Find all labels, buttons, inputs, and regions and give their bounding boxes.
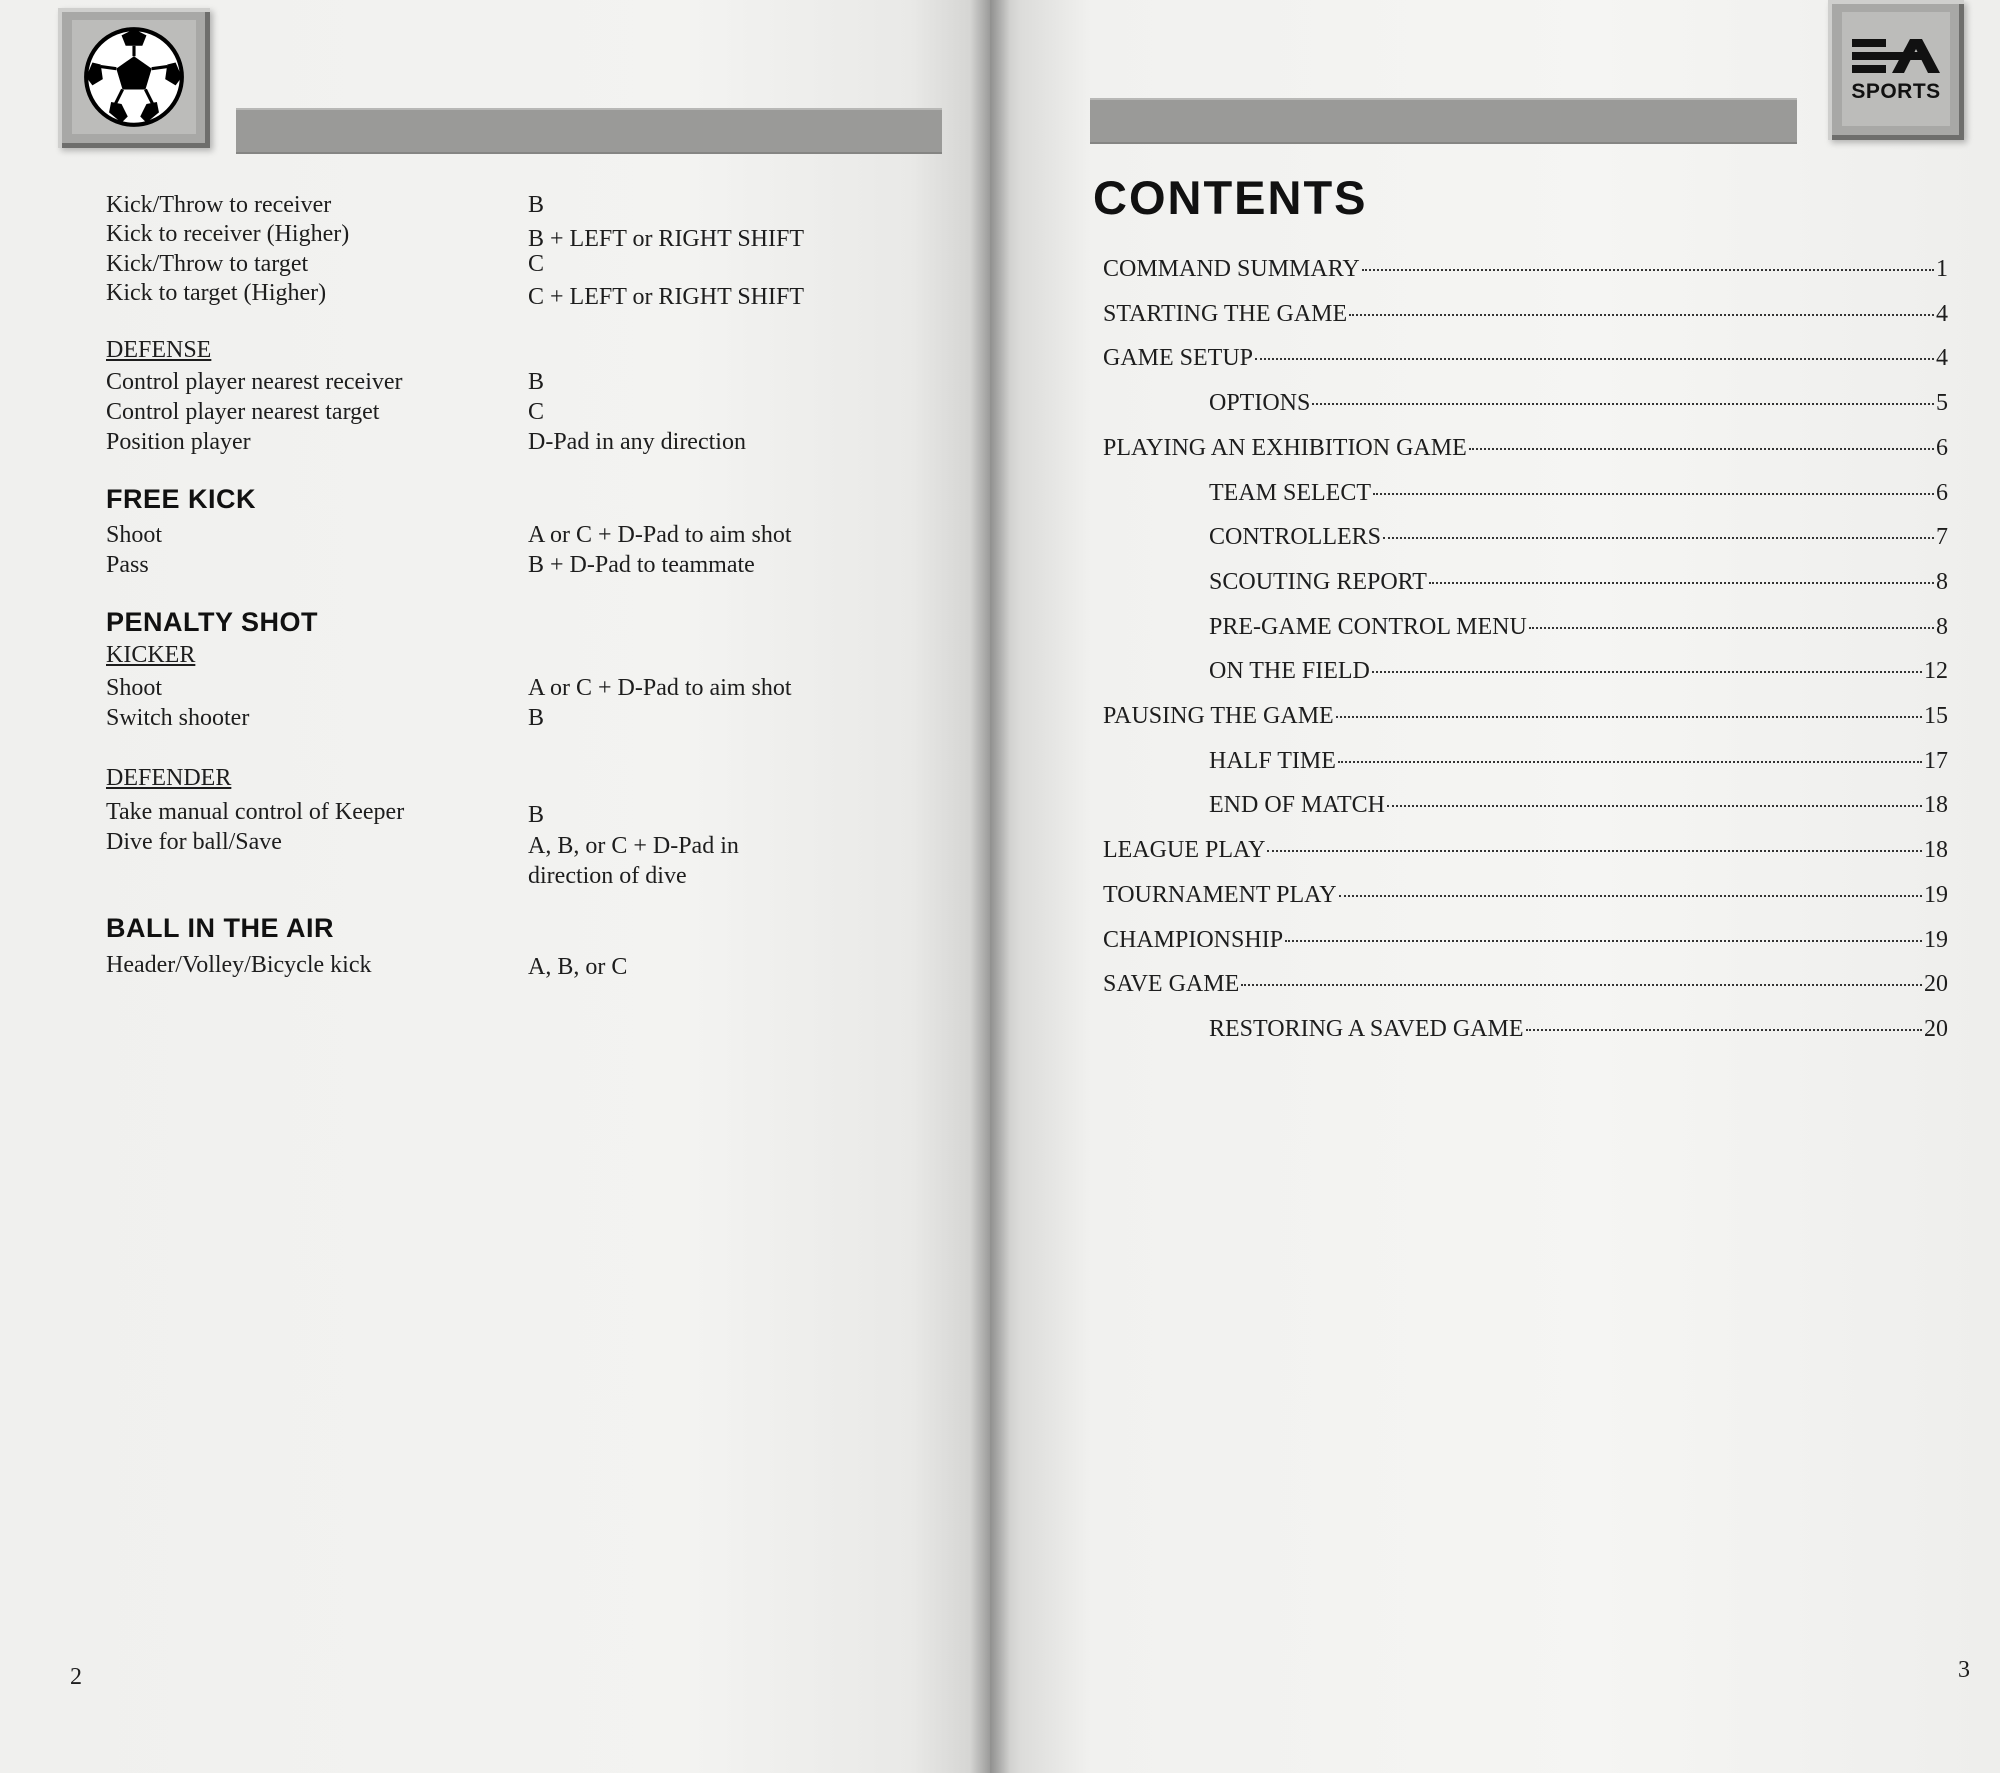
command-label: Header/Volley/Bicycle kick [106,952,372,978]
toc-entry-label: END OF MATCH [1209,792,1386,819]
section-subheading: DEFENSE [106,337,212,363]
toc-entry-label: CONTROLLERS [1209,524,1382,551]
command-label: Shoot [106,522,163,548]
toc-leader-dots [1529,627,1934,629]
toc-entry-label: OPTIONS [1209,390,1311,417]
toc-leader-dots [1526,1029,1923,1031]
command-label: Shoot [106,675,163,701]
toc-entry-page: 4 [1936,345,1948,372]
command-label: Control player nearest target [106,399,380,425]
toc-leader-dots [1241,984,1922,986]
command-label: Kick to target (Higher) [106,280,327,306]
toc-entry-page: 8 [1936,613,1948,640]
toc-entry [1103,971,1948,1003]
command-value: D-Pad in any direction [528,429,746,455]
toc-leader-dots [1336,716,1922,718]
section-heading: PENALTY SHOT [106,607,319,637]
command-label: Switch shooter [106,705,250,731]
command-value: A, B, or C + D-Pad in [528,833,739,859]
toc-leader-dots [1362,269,1934,271]
command-value: A, B, or C [528,954,628,980]
toc-entry-page: 5 [1936,390,1948,417]
toc-entry-page: 20 [1924,971,1948,998]
command-label: Kick/Throw to target [106,251,309,277]
toc-leader-dots [1339,895,1922,897]
toc-entry-page: 6 [1936,434,1948,461]
toc-entry-page: 17 [1924,747,1948,774]
toc-entry-label: PAUSING THE GAME [1103,703,1334,729]
toc-leader-dots [1387,805,1922,807]
section-subheading: DEFENDER [106,765,232,791]
toc-entry [1209,390,1948,422]
toc-entry-label: GAME SETUP [1103,345,1254,372]
toc-entry-page: 19 [1924,926,1948,953]
command-value: B + D-Pad to teammate [528,552,755,578]
toc-entry [1103,256,1948,288]
command-label: Kick/Throw to receiver [106,192,332,218]
toc-entry-page: 20 [1924,1015,1948,1042]
toc-entry-label: SAVE GAME [1103,971,1240,998]
toc-entry [1209,524,1948,556]
left-page [0,0,990,1773]
toc-entry [1209,569,1948,601]
page-title: CONTENTS [1093,171,1368,224]
soccer-ball-icon [82,25,186,129]
soccer-ball-icon-box [58,8,210,148]
command-value: A or C + D-Pad to aim shot [528,675,792,701]
toc-entry [1209,748,1948,780]
toc-entry-label: CHAMPIONSHIP [1103,926,1284,953]
toc-entry [1209,1016,1948,1048]
toc-leader-dots [1267,850,1922,852]
section-heading: FREE KICK [106,484,257,514]
toc-entry [1103,435,1948,467]
command-value: C [528,251,545,277]
toc-entry [1209,480,1948,512]
command-value: B [528,705,545,731]
toc-entry-label: RESTORING A SAVED GAME [1209,1015,1524,1042]
toc-leader-dots [1349,314,1934,316]
toc-leader-dots [1255,358,1934,360]
command-value: B [528,369,545,395]
command-label: Position player [106,429,251,455]
toc-entry-page: 12 [1924,658,1948,685]
section-heading: BALL IN THE AIR [106,913,334,943]
page-number: 3 [1958,1657,1970,1683]
toc-entry [1209,792,1948,824]
command-label: Control player nearest receiver [106,369,403,395]
toc-entry-label: TEAM SELECT [1209,479,1371,506]
toc-entry-label: STARTING THE GAME [1103,300,1348,327]
toc-leader-dots [1312,403,1934,405]
command-value: C [528,399,545,425]
toc-entry-page: 6 [1936,479,1948,506]
toc-entry-label: LEAGUE PLAY [1103,837,1266,864]
toc-entry-page: 18 [1924,792,1948,819]
header-bar [1090,98,1797,144]
page-number: 2 [70,1664,82,1690]
toc-entry [1209,658,1948,690]
toc-entry-page: 8 [1936,568,1948,595]
section-subheading: KICKER [106,642,196,668]
toc-entry [1103,301,1948,333]
toc-entry-label: PLAYING AN EXHIBITION GAME [1103,434,1467,461]
toc-leader-dots [1383,537,1934,539]
toc-entry-page: 7 [1936,524,1948,551]
command-value: A or C + D-Pad to aim shot [528,522,792,548]
toc-entry-page: 19 [1924,881,1948,908]
command-label: Take manual control of Keeper [106,799,405,825]
right-page [990,0,2000,1773]
toc-leader-dots [1469,448,1934,450]
command-value: B + LEFT or RIGHT SHIFT [528,226,804,252]
toc-entry-page: 15 [1924,703,1948,729]
toc-entry-page: 4 [1936,300,1948,327]
toc-leader-dots [1338,761,1922,763]
toc-entry-label: COMMAND SUMMARY [1103,256,1360,282]
toc-leader-dots [1372,671,1922,673]
toc-entry [1103,345,1948,377]
command-value: B [528,802,545,828]
command-label: Dive for ball/Save [106,829,282,855]
toc-entry-label: TOURNAMENT PLAY [1103,881,1337,908]
command-value: B [528,192,545,218]
ea-logo-icon [1848,35,1944,77]
toc-entry [1103,837,1948,869]
toc-entry-label: ON THE FIELD [1209,658,1370,685]
toc-leader-dots [1373,493,1934,495]
ea-sports-logo-text: SPORTS [1851,79,1941,103]
command-value: C + LEFT or RIGHT SHIFT [528,284,804,310]
toc-entry [1103,703,1948,735]
toc-entry-label: SCOUTING REPORT [1209,568,1427,595]
header-bar [236,108,942,154]
toc-entry-page: 18 [1924,837,1948,864]
toc-entry [1103,882,1948,914]
toc-entry-label: PRE-GAME CONTROL MENU [1209,613,1527,640]
toc-entry-label: HALF TIME [1209,747,1336,774]
toc-leader-dots [1285,940,1922,942]
command-label: Kick to receiver (Higher) [106,221,350,247]
ea-sports-logo-box [1828,0,1964,140]
toc-entry [1103,927,1948,959]
command-value-continued: direction of dive [528,863,687,889]
toc-entry-page: 1 [1936,256,1948,282]
command-label: Pass [106,552,149,578]
toc-leader-dots [1429,582,1934,584]
toc-entry [1209,614,1948,646]
book-spine-shadow [970,0,1010,1773]
